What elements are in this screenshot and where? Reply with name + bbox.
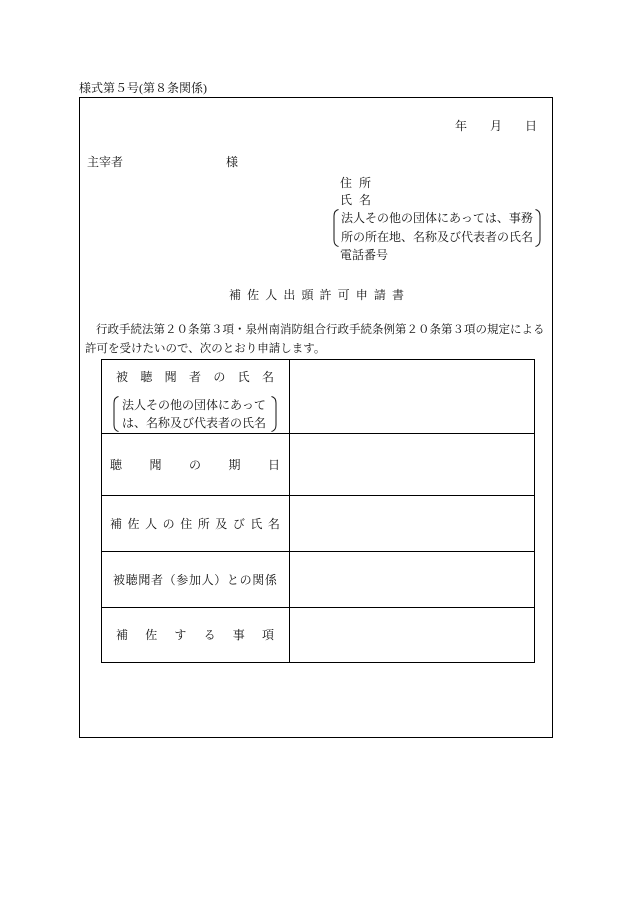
left-bracket-stroke — [114, 397, 119, 432]
label-char: 者 — [150, 572, 163, 587]
date-year-label: 年 — [455, 119, 468, 133]
assistant-address-name-field — [290, 496, 534, 552]
label-char: 期 — [228, 457, 241, 472]
label-char: 佐 — [145, 628, 158, 642]
right-bracket-stroke — [272, 397, 277, 432]
right-bracket-stroke — [536, 210, 541, 247]
respondent-name-field — [290, 360, 534, 434]
label-char: び — [232, 516, 245, 531]
label-char: の — [239, 572, 252, 587]
corporate-note-lines — [341, 209, 533, 247]
respondent-note-lines — [122, 396, 266, 432]
left-bracket — [113, 396, 119, 432]
label-char: 項 — [261, 628, 274, 642]
label-char: 住 — [340, 176, 353, 190]
row-label-assistant-address-name — [110, 517, 280, 531]
respondent-note-line: は、名称及び代表者の氏名 — [122, 416, 267, 430]
label-char: 加 — [188, 572, 201, 587]
right-bracket — [535, 209, 541, 247]
label-char: 人 — [145, 516, 158, 531]
corporate-note-line: 法人その他の団体にあっては、事務 — [341, 211, 533, 225]
row-label-respondent-name — [116, 370, 274, 384]
name-label — [340, 193, 371, 207]
label-char: 氏 — [237, 370, 250, 384]
label-char: 書 — [391, 288, 404, 302]
label-char: す — [174, 628, 187, 642]
body-line-1: 行政手続法第２０条第３項・泉州南消防組合行政手続条例第２０条第３項の規定による — [96, 324, 545, 336]
label-char: 氏 — [250, 516, 263, 531]
body-line-2: 許可を受けたいので、次のとおり申請します。 — [85, 343, 326, 355]
relationship-field — [290, 552, 534, 608]
label-char: 関 — [252, 572, 265, 587]
recipient-title: 主宰者 — [87, 155, 124, 169]
label-char: 補 — [116, 628, 129, 642]
label-char: 聞 — [138, 572, 151, 587]
row-label-hearing-date — [110, 458, 280, 472]
address-label — [340, 176, 371, 190]
label-char: 頭 — [301, 288, 314, 302]
row-label-cell — [102, 434, 290, 496]
recipient-honorific: 様 — [226, 155, 239, 169]
label-char: 所 — [358, 176, 371, 190]
application-table — [101, 359, 535, 663]
label-char: 名 — [267, 516, 280, 531]
label-char: 住 — [180, 516, 193, 531]
label-char: 参 — [176, 572, 189, 587]
label-char: 聴 — [110, 457, 123, 472]
hearing-date-field — [290, 434, 534, 496]
label-char: 聴 — [125, 572, 138, 587]
label-char: 日 — [267, 457, 280, 472]
label-char: の — [188, 457, 201, 472]
form-number: 様式第５号(第８条関係) — [79, 81, 207, 95]
respondent-corporate-note — [113, 396, 277, 432]
label-char: 者 — [188, 370, 201, 384]
date-month-label: 月 — [490, 119, 503, 133]
label-char: の — [162, 516, 175, 531]
label-char: 名 — [261, 370, 274, 384]
left-bracket-stroke — [334, 210, 339, 247]
corporate-note — [333, 209, 541, 247]
label-char: 補 — [110, 516, 123, 531]
label-char: の — [213, 370, 226, 384]
label-char: 出 — [283, 288, 296, 302]
row-label-relationship — [113, 573, 277, 587]
label-char: 所 — [197, 516, 210, 531]
row-label-cell — [102, 360, 290, 434]
row-label-assisted-matters — [116, 628, 274, 642]
label-char: 及 — [215, 516, 228, 531]
label-char: 聴 — [140, 370, 153, 384]
label-char: 被 — [116, 370, 129, 384]
label-char: 可 — [337, 288, 350, 302]
label-char: 被 — [113, 572, 126, 587]
label-char: る — [203, 628, 216, 642]
label-char: 聞 — [149, 457, 162, 472]
row-label-cell — [102, 608, 290, 662]
label-char: 人 — [265, 288, 278, 302]
label-char: 申 — [355, 288, 368, 302]
label-char: 佐 — [127, 516, 140, 531]
assisted-matters-field — [290, 608, 534, 662]
left-bracket — [333, 209, 339, 247]
row-label-cell — [102, 496, 290, 552]
label-char: 氏 — [340, 193, 353, 207]
label-char: と — [226, 572, 239, 587]
label-char: 請 — [373, 288, 386, 302]
respondent-note-line: 法人その他の団体にあって — [122, 398, 266, 412]
row-label-cell — [102, 552, 290, 608]
label-char: ） — [214, 572, 227, 587]
label-char: 聞 — [164, 370, 177, 384]
date-day-label: 日 — [525, 119, 538, 133]
label-char: 佐 — [247, 288, 260, 302]
right-bracket — [271, 396, 277, 432]
label-char: 事 — [232, 628, 245, 642]
label-char: 補 — [229, 288, 242, 302]
label-char: （ — [163, 572, 176, 587]
phone-label: 電話番号 — [340, 248, 389, 262]
label-char: 許 — [319, 288, 332, 302]
corporate-note-line: 所の所在地、名称及び代表者の氏名 — [341, 230, 534, 244]
label-char: 人 — [201, 572, 214, 587]
label-char: 名 — [358, 193, 371, 207]
form-title — [229, 288, 404, 302]
label-char: 係 — [264, 572, 277, 587]
